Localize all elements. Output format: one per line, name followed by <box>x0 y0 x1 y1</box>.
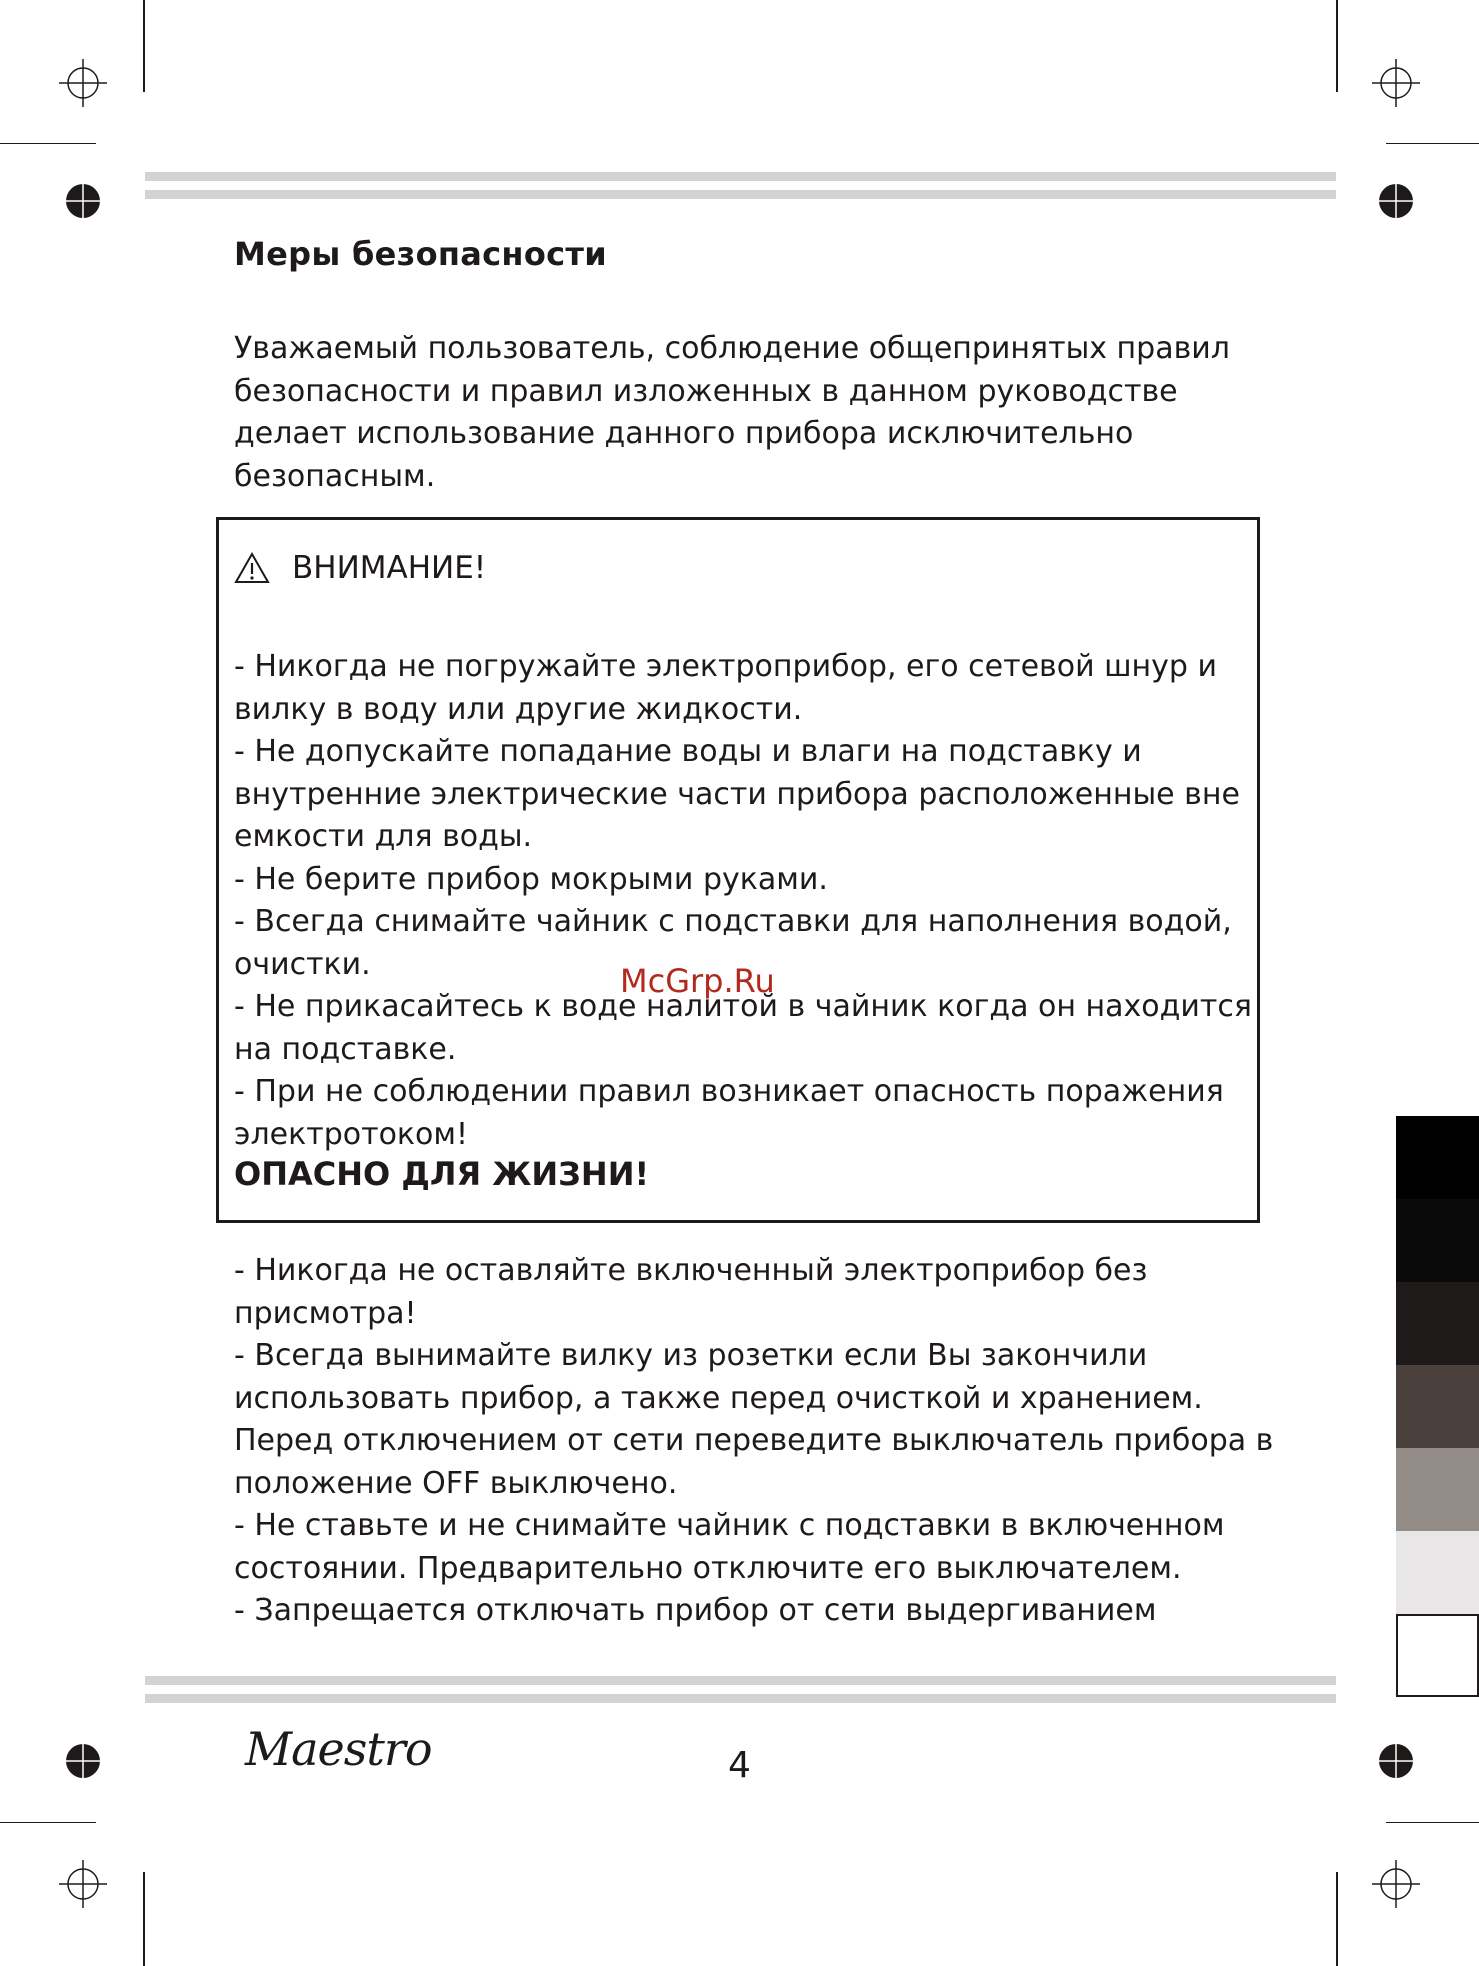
warning-line: вилку в воду или другие жидкости. <box>234 692 803 727</box>
warning-line: - Не прикасайтесь к воде налитой в чайник когда он находится <box>234 989 1252 1024</box>
safety-line: - Всегда вынимайте вилку из розетки если Вы закончили <box>234 1338 1148 1373</box>
intro-line: безопасным. <box>234 459 436 494</box>
intro-line: безопасности и правил изложенных в данном руководстве <box>234 374 1178 409</box>
warning-line: внутренние электрические части прибора расположенные вне <box>234 777 1240 812</box>
safety-line: состоянии. Предварительно отключите его выключателем. <box>234 1551 1182 1586</box>
watermark: McGrp.Ru <box>620 962 775 1000</box>
registration-dot-icon <box>1378 1743 1414 1779</box>
safety-line: положение OFF выключено. <box>234 1466 678 1501</box>
warning-line: на подставке. <box>234 1032 457 1067</box>
warning-heading-text: ВНИМАНИЕ! <box>292 550 487 586</box>
trim-mark <box>1386 1822 1479 1823</box>
page-number: 4 <box>728 1745 751 1786</box>
warning-line: - Не берите прибор мокрыми руками. <box>234 862 828 897</box>
color-swatch <box>1396 1365 1479 1448</box>
intro-line: делает использование данного прибора исключительно <box>234 416 1134 451</box>
color-swatch <box>1396 1531 1479 1614</box>
color-swatch <box>1396 1199 1479 1282</box>
footer-rule <box>145 1694 1336 1703</box>
trim-mark <box>1336 0 1338 92</box>
footer-rule <box>145 1676 1336 1685</box>
danger-notice: ОПАСНО ДЛЯ ЖИЗНИ! <box>234 1155 650 1193</box>
safety-line: - Не ставьте и не снимайте чайник с подставки в включенном <box>234 1508 1225 1543</box>
warning-line: - Не допускайте попадание воды и влаги на подставку и <box>234 734 1142 769</box>
trim-mark <box>0 1822 96 1823</box>
warning-line: электротоком! <box>234 1117 469 1152</box>
registration-mark-icon <box>59 59 107 107</box>
trim-mark <box>0 143 96 144</box>
warning-triangle-icon <box>234 552 270 584</box>
safety-line: - Запрещается отключать прибор от сети выдергиванием <box>234 1593 1157 1628</box>
page-title: Меры безопасности <box>234 235 607 273</box>
color-swatch <box>1396 1282 1479 1365</box>
trim-mark <box>143 1872 145 1966</box>
trim-mark <box>1336 1872 1338 1966</box>
brand-logo: Maestro <box>245 1722 432 1776</box>
warning-line: - Никогда не погружайте электроприбор, его сетевой шнур и <box>234 649 1217 684</box>
warning-heading <box>234 550 486 586</box>
intro-line: Уважаемый пользователь, соблюдение общепринятых правил <box>234 331 1230 366</box>
color-swatch <box>1396 1116 1479 1199</box>
safety-line: Перед отключением от сети переведите выключатель прибора в <box>234 1423 1274 1458</box>
safety-line: - Никогда не оставляйте включенный электроприбор без <box>234 1253 1148 1288</box>
trim-mark <box>143 0 145 92</box>
registration-dot-icon <box>65 1743 101 1779</box>
trim-mark <box>1386 143 1479 144</box>
registration-mark-icon <box>1372 59 1420 107</box>
header-rule <box>145 172 1336 181</box>
registration-dot-icon <box>1378 183 1414 219</box>
safety-line: присмотра! <box>234 1296 417 1331</box>
warning-line: емкости для воды. <box>234 819 533 854</box>
color-swatch <box>1396 1614 1479 1697</box>
color-swatch <box>1396 1448 1479 1531</box>
header-rule <box>145 190 1336 199</box>
registration-dot-icon <box>65 183 101 219</box>
safety-line: использовать прибор, а также перед очисткой и хранением. <box>234 1381 1203 1416</box>
registration-mark-icon <box>59 1860 107 1908</box>
warning-line: - Всегда снимайте чайник с подставки для наполнения водой, <box>234 904 1232 939</box>
warning-line: - При не соблюдении правил возникает опасность поражения <box>234 1074 1224 1109</box>
registration-mark-icon <box>1372 1860 1420 1908</box>
warning-line: очистки. <box>234 947 371 982</box>
